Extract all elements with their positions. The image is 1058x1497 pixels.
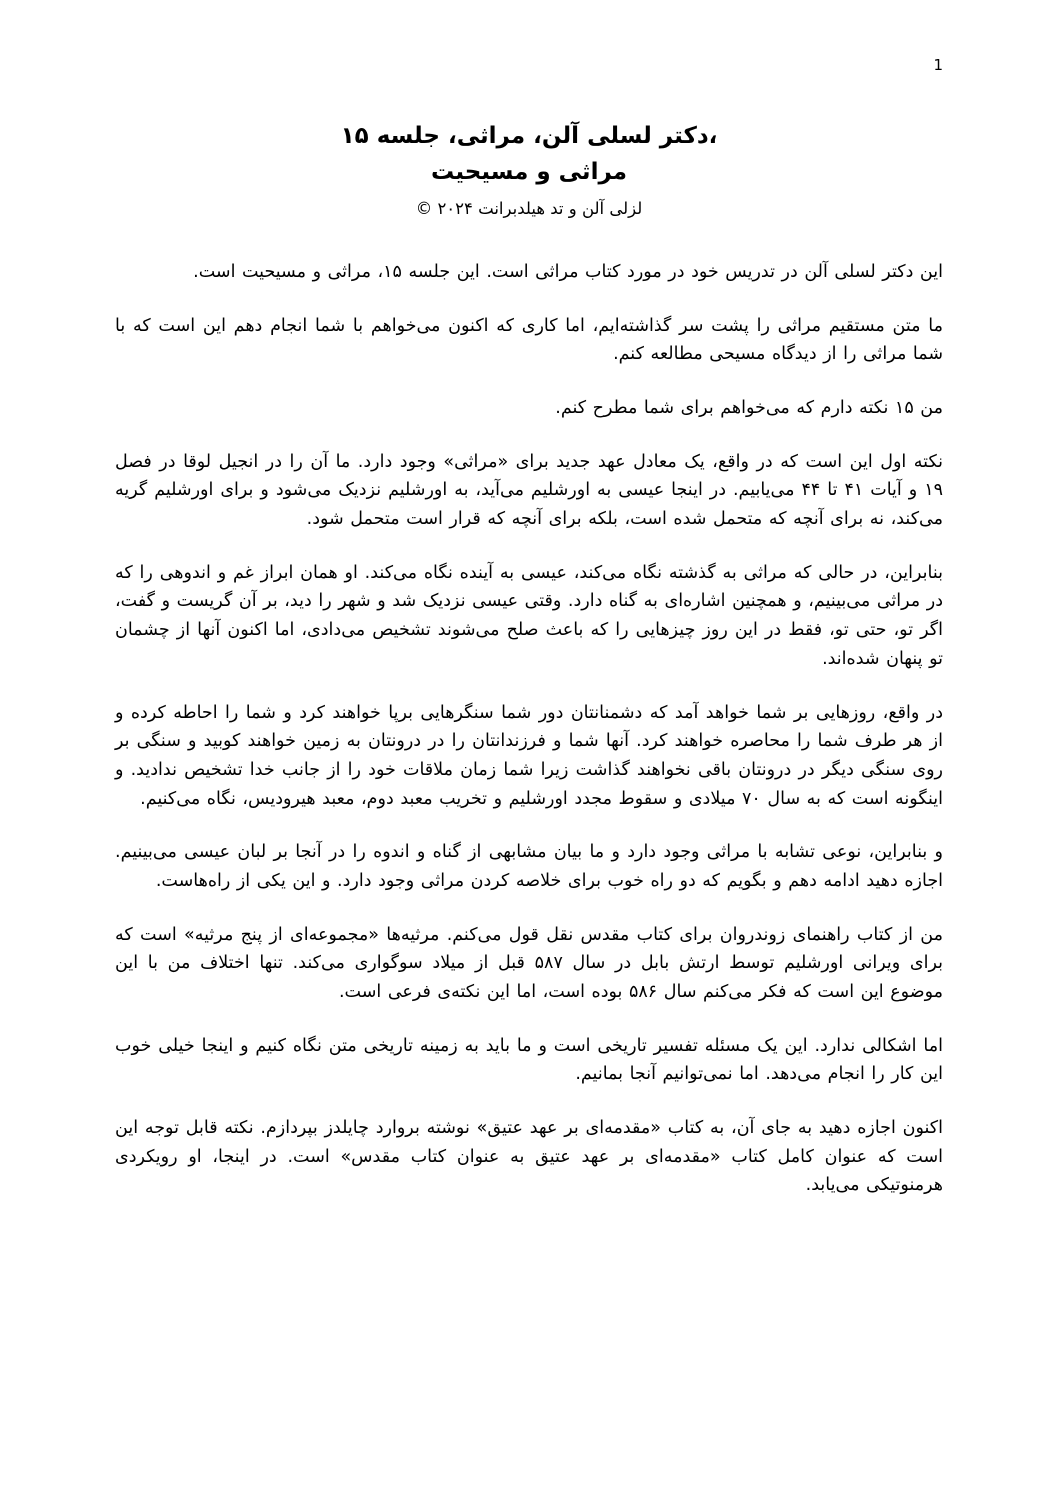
paragraph-4: نکته اول این است که در واقع، یک معادل عهد جدید برای «مراثی» وجود دارد. ما آن را در انجیل لوقا در فصل ۱۹ و آیات ۴۱ تا ۴۴ می‌یابیم. در اینجا عیسی به اورشلیم می‌آید، به اورشلیم نزدیک می‌شود و برای اورشلیم گریه می‌کند، نه برای آنچه که متحمل شده است، بلکه برای آنچه که قرار است متحمل شود. bbox=[115, 451, 944, 530]
paragraph-1: این دکتر لسلی آلن در تدریس خود در مورد کتاب مراثی است. این جلسه ۱۵، مراثی و مسیحیت است. bbox=[193, 261, 943, 282]
paragraph-6: در واقع، روزهایی بر شما خواهد آمد که دشمنانتان دور شما سنگرهایی برپا خواهند کرد و شما را احاطه کرده و از هر طرف شما را محاصره خواهند کرد. آنها شما و فرزندانتان را در درونتان به زمین خواهند کوبید و سنگی بر روی سنگی دیگر در درونتان باقی نخواهند گذاشت زیرا شما زمان ملاقات خود را از جانب خدا تشخیص ندادید. و اینگونه است که به سال ۷۰ میلادی و سقوط مجدد اورشلیم و تخریب معبد دوم، معبد هیرودیس، نگاه می‌کنیم. bbox=[115, 702, 943, 809]
paragraph-10: اکنون اجازه دهید به جای آن، به کتاب «مقدمه‌ای بر عهد عتیق» نوشته بروارد چایلدز بپردازم. نکته قابل توجه این است که عنوان کامل کتاب «مقدمه‌ای بر عهد عتیق به عنوان کتاب مقدس» است. در اینجا، او رویکردی هرمنوتیکی می‌یابد. bbox=[115, 1118, 943, 1196]
paragraph-9: اما اشکالی ندارد. این یک مسئله تفسیر تاریخی است و ما باید به زمینه تاریخی متن نگاه کنیم و اینجا خیلی خوب این کار را انجام می‌دهد. اما نمی‌توانیم آنجا بمانیم. bbox=[115, 1035, 943, 1085]
document-subtitle: مراثی و مسیحیت bbox=[431, 158, 627, 185]
page-number: 1 bbox=[933, 56, 943, 74]
title-block bbox=[115, 119, 943, 224]
paragraph-3: من ۱۵ نکته دارم که می‌خواهم برای شما مطرح کنم. bbox=[555, 398, 943, 419]
copyright-line: لزلی آلن و تد هیلدبرانت ۲۰۲۴ © bbox=[415, 199, 643, 219]
document-body bbox=[115, 258, 943, 1200]
paragraph-2: ما متن مستقیم مراثی را پشت سر گذاشته‌ایم، اما کاری که اکنون می‌خواهم با شما انجام دهم این است که با شما مراثی را از دیدگاه مسیحی مطالعه کنم. bbox=[115, 315, 943, 365]
paragraph-8: من از کتاب راهنمای زوندروان برای کتاب مقدس نقل قول می‌کنم. مرثیه‌ها «مجموعه‌ای از پنج مرثیه» است که برای ویرانی اورشلیم توسط ارتش بابل در سال ۵۸۷ قبل از میلاد سوگواری می‌کند. تنها اختلاف من با این موضوع این است که فکر می‌کنم سال ۵۸۶ بوده است، اما این نکته‌ی فرعی است. bbox=[115, 924, 943, 1003]
paragraph-7: و بنابراین، نوعی تشابه با مراثی وجود دارد و ما بیان مشابهی از گناه و اندوه را در آنجا بر لبان عیسی می‌بینیم. اجازه دهید ادامه دهم و بگویم که دو راه خوب برای خلاصه کردن مراثی وجود دارد. و این یکی از راه‌هاست. bbox=[115, 842, 943, 891]
paragraph-5: بنابراین، در حالی که مراثی به گذشته نگاه می‌کند، عیسی به آینده نگاه می‌کند. او همان ابراز غم و اندوهی را که در مراثی می‌بینیم، و همچنین اشاره‌ای به گناه دارد. وقتی عیسی نزدیک شد و شهر را دید، بر آن گریست و گفت، اگر تو، حتی تو، فقط در این روز چیزهایی را که باعث صلح می‌شوند تشخیص می‌دادی، اما اکنون آنها از چشمان تو پنهان شده‌اند. bbox=[115, 562, 943, 669]
document-title: ،دکتر لسلی آلن، مراثی، جلسه ۱۵ bbox=[340, 123, 718, 149]
